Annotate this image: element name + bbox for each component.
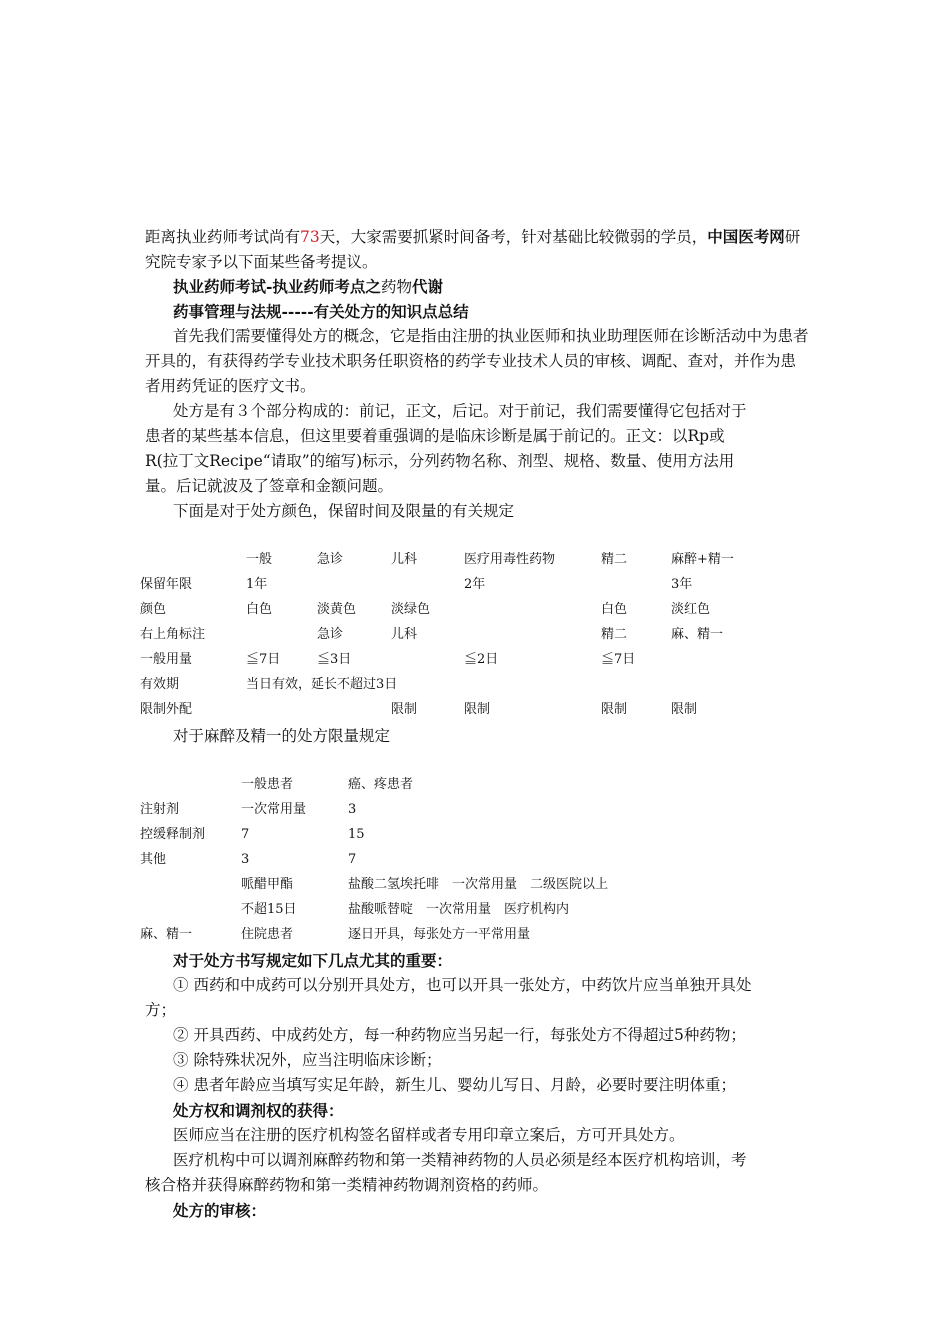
table1-intro: 下面是对于处方颜色，保留时间及限量的有关规定 xyxy=(173,502,515,520)
list-item: ③ 除特殊状况外，应当注明临床诊断； xyxy=(173,1051,442,1069)
table-header-cell: 精二 xyxy=(601,552,628,567)
table-cell: 7 xyxy=(348,852,357,867)
document-page: 距离执业药师考试尚有73天，大家需要抓紧时间备考，针对基础比较微弱的学员，中国医考网研究院专家予以下面某些备考提议。 执业药师考试-执业药师考点之药物代谢 药事管理与法规-----有关处方的知识点总结 首先我们需要懂得处方的概念，它是指由注册的执业医师和执业助理医师在诊断活动中为患者开具的，有获得药学专业技术职务任职资格的药学专业技术人员的审核、调配、查对，并作为患者用药凭证的医疗文书。 处方是有３个部分构成的：前记，正文，后记。对于前记，我们需要懂得它包括对于 患者的某些基本信息，但这里要着重强调的是临床诊断是属于前记的。正文：以Rp或 R(拉丁文Recipe“请取”的缩写)标示，分列药物名称、剂型、规格、数量、使用方法用 量。后记就波及了签章和金额问题。 下面是对于处方颜色，保留时间及限量的有关规定 一般 急诊 儿科 医疗用毒性药物 精二 麻醉+精一 保留年限 1年 2年 3年 颜色 白色 淡黄色 淡绿色 白色 淡红色 右上角标注 急诊 儿科 精二 麻、精一 一般用量 ≦7日 ≦3日 ≦2日 ≦7日 有效期 当日有效，延长不超过3日 限制外配 限制 限制 限制 限制 对于麻醉及精一的处方限量规定 一般患者 癌、疼患者 注射剂 一次常用量 3 控缓释制剂 7 15 其他 3 7 哌醋甲酯 盐酸二氢埃托啡 一次常用量 二级医院以上 不超15日 盐酸哌替啶 一次常用量 医疗机构内 麻、精一 住院患者 逐日开具，每张处方一平常用量 对于处方书写规定如下几点尤其的重要： ① 西药和中成药可以分别开具处方，也可以开具一张处方，中药饮片应当单独开具处 方； ② 开具西药、中成药处方，每一种药物应当另起一行，每张处方不得超过5种药物； ③ 除特殊状况外，应当注明临床诊断； ④ 患者年龄应当填写实足年龄，新生儿、婴幼儿写日、月龄，必要时要注明体重； 处方权和调剂权的获得： 医师应当在注册的医疗机构签名留样或者专用印章立案后，方可开具处方。 医疗机构中可以调剂麻醉药物和第一类精神药物的人员必须是经本医疗机构培训，考 核合格并获得麻醉药物和第一类精神药物调剂资格的药师。 处方的审核： xyxy=(0,0,950,1344)
list-item: ② 开具西药、中成药处方，每一种药物应当另起一行，每张处方不得超过5种药物； xyxy=(173,1026,746,1044)
intro-text: 距离执业药师考试尚有 xyxy=(145,228,301,246)
table-row-label: 麻、精一 xyxy=(140,927,193,942)
heading-law: 药事管理与法规-----有关处方的知识点总结 xyxy=(173,302,469,321)
table-row-label: 有效期 xyxy=(140,677,180,692)
table2-intro: 对于麻醉及精一的处方限量规定 xyxy=(173,727,391,745)
table-row-label: 其他 xyxy=(140,852,167,867)
table-row-label: 颜色 xyxy=(140,602,167,617)
list-item-continued: 方； xyxy=(145,1001,177,1019)
table-cell: 淡绿色 xyxy=(391,602,431,617)
heading-review: 处方的审核： xyxy=(173,1201,267,1220)
table-row-label: 注射剂 xyxy=(140,802,180,817)
table-cell: 限制 xyxy=(391,702,418,717)
table-cell: 儿科 xyxy=(391,627,418,642)
table-header-cell: 儿科 xyxy=(391,552,418,567)
table-cell: 3年 xyxy=(671,577,693,592)
table-cell: ≦7日 xyxy=(601,652,636,667)
table-cell: 淡红色 xyxy=(671,602,711,617)
authority-paragraph: 医师应当在注册的医疗机构签名留样或者专用印章立案后，方可开具处方。 xyxy=(173,1126,685,1144)
intro-text: 天，大家需要抓紧时间备考，针对基础比较微弱的学员， xyxy=(319,228,708,246)
table-cell: 7 xyxy=(241,827,250,842)
intro-paragraph xyxy=(145,224,810,275)
table-cell: 白色 xyxy=(246,602,273,617)
table-cell: 限制 xyxy=(601,702,628,717)
table-row-label: 右上角标注 xyxy=(140,627,206,642)
table-cell: 不超15日 xyxy=(241,902,297,917)
table-header-cell: 麻醉+精一 xyxy=(671,552,734,567)
table-row-label: 一般用量 xyxy=(140,652,193,667)
heading-writing-rules: 对于处方书写规定如下几点尤其的重要： xyxy=(173,951,453,970)
table-cell: 2年 xyxy=(464,577,486,592)
table-cell: 逐日开具，每张处方一平常用量 xyxy=(348,927,531,942)
table-cell: 限制 xyxy=(671,702,698,717)
list-item: ① 西药和中成药可以分别开具处方，也可以开具一张处方，中药饮片应当单独开具处 xyxy=(173,976,752,994)
table-header-cell: 一般患者 xyxy=(241,777,294,792)
intro-text: 研究院专家予以下面某些备考提议。 xyxy=(145,228,801,271)
table-cell: 急诊 xyxy=(317,627,344,642)
table-cell: 15 xyxy=(348,827,365,842)
table-cell: ≦7日 xyxy=(246,652,281,667)
table-cell: 一次常用量 xyxy=(241,802,307,817)
table-cell: 哌醋甲酯 xyxy=(241,877,294,892)
table-cell: 白色 xyxy=(601,602,628,617)
prescription-concept-paragraph: 首先我们需要懂得处方的概念，它是指由注册的执业医师和执业助理医师在诊断活动中为患者开具的，有获得药学专业技术职务任职资格的药学专业技术人员的审核、调配、查对，并作为患者用药凭证的医疗文书。 xyxy=(145,327,809,395)
table-cell: 淡黄色 xyxy=(317,602,357,617)
table-cell: 住院患者 xyxy=(241,927,294,942)
table-row-label: 控缓释制剂 xyxy=(140,827,206,842)
table-header-cell: 一般 xyxy=(246,552,273,567)
table-header-cell: 急诊 xyxy=(317,552,344,567)
table-row-label: 保留年限 xyxy=(140,577,193,592)
table-cell: 1年 xyxy=(246,577,268,592)
table-cell: 当日有效，延长不超过3日 xyxy=(246,677,398,692)
table-cell: 3 xyxy=(241,852,250,867)
table-header-cell: 医疗用毒性药物 xyxy=(464,552,556,567)
table-cell: 盐酸哌替啶 一次常用量 医疗机构内 xyxy=(348,902,570,917)
site-name: 中国医考网 xyxy=(707,227,785,246)
heading-exam: 执业药师考试-执业药师考点之药物代谢 xyxy=(173,277,443,296)
list-item: ④ 患者年龄应当填写实足年龄，新生儿、婴幼儿写日、月龄，必要时要注明体重； xyxy=(173,1076,736,1094)
table-cell: 盐酸二氢埃托啡 一次常用量 二级医院以上 xyxy=(348,877,609,892)
table-cell: ≦2日 xyxy=(464,652,499,667)
table-cell: 限制 xyxy=(464,702,491,717)
table-cell: ≦3日 xyxy=(317,652,352,667)
table-header-cell: 癌、疼患者 xyxy=(348,777,414,792)
table-row-label: 限制外配 xyxy=(140,702,193,717)
days-count: 73 xyxy=(300,228,320,246)
table-cell: 精二 xyxy=(601,627,628,642)
table-cell: 3 xyxy=(348,802,357,817)
table-cell: 麻、精一 xyxy=(671,627,724,642)
heading-authority: 处方权和调剂权的获得： xyxy=(173,1101,344,1120)
